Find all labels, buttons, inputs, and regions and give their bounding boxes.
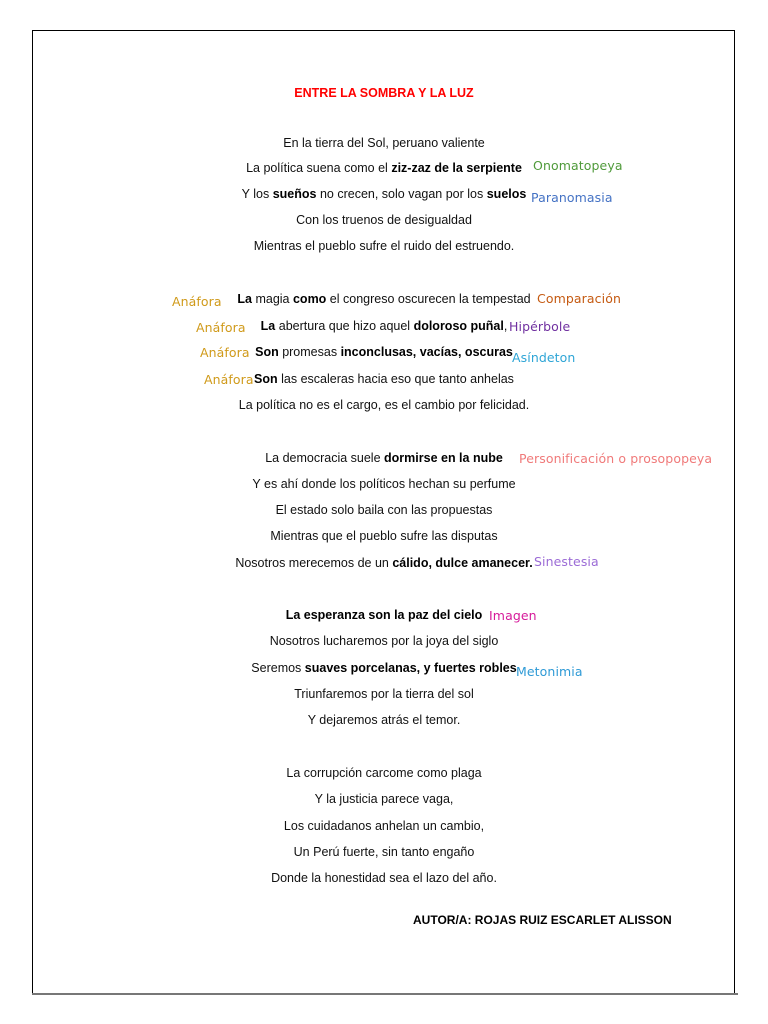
poem-line: [242, 187, 527, 202]
line-text: Y dejaremos atrás el temor.: [307, 713, 461, 727]
annotation-label: Onomatopeya: [533, 158, 623, 173]
figure-highlight: doloroso puñal: [413, 319, 504, 333]
line-text: Mientras el pueblo sufre el ruido del estruendo.: [253, 239, 515, 253]
line-text: magia: [251, 292, 293, 306]
poem-line: [294, 845, 475, 860]
annotation-label: Anáfora: [196, 320, 246, 335]
line-text: promesas: [278, 345, 341, 359]
figure-highlight: dormirse en la nube: [384, 451, 503, 465]
annotation-label: Personificación o prosopopeya: [519, 451, 713, 466]
figure-highlight: sueños: [272, 187, 317, 201]
annotation-label: Comparación: [537, 291, 621, 306]
figure-highlight: inconclusas, vacías, oscuras: [340, 345, 513, 359]
poem-line: [265, 451, 503, 466]
poem-line: [283, 136, 485, 151]
annotation-label: Sinestesia: [534, 554, 599, 569]
figure-highlight: como: [292, 292, 327, 306]
line-text: Seremos: [251, 661, 305, 675]
line-text: Donde la honestidad sea el lazo del año.: [271, 871, 497, 885]
line-text: Nosotros lucharemos por la joya del siglo: [269, 634, 499, 648]
poem-line: [284, 819, 484, 834]
figure-highlight: suelos: [486, 187, 527, 201]
line-text: La corrupción carcome como plaga: [286, 766, 482, 780]
poem-line: [270, 529, 497, 544]
line-text: Nosotros merecemos de un: [235, 556, 393, 570]
line-text: ,: [503, 319, 508, 333]
page-bottom-rule: [32, 993, 738, 995]
line-text: La política no es el cargo, es el cambio por felicidad.: [238, 398, 530, 412]
figure-highlight: ziz-zaz de la serpiente: [391, 161, 522, 175]
line-text: Y es ahí donde los políticos hechan su perfume: [252, 477, 516, 491]
annotation-label: Paranomasia: [531, 190, 613, 205]
line-text: no crecen, solo vagan por los: [316, 187, 487, 201]
poem-line: [271, 871, 497, 886]
annotation-label: Anáfora: [204, 372, 254, 387]
line-text: Y la justicia parece vaga,: [314, 792, 454, 806]
poem-line: [294, 687, 473, 702]
author-credit: AUTOR/A: ROJAS RUIZ ESCARLET ALISSON: [413, 913, 672, 927]
poem-line: [308, 713, 461, 728]
figure-highlight: La esperanza son la paz del cielo: [285, 608, 483, 622]
poem-line: [286, 608, 483, 623]
poem-line: [286, 766, 481, 781]
poem-line: [296, 213, 472, 228]
line-text: Un Perú fuerte, sin tanto engaño: [293, 845, 475, 859]
poem-line: [270, 634, 499, 649]
line-text: Triunfaremos por la tierra del sol: [294, 687, 474, 701]
figure-highlight: suaves porcelanas, y fuertes robles: [304, 661, 517, 675]
figure-highlight: La: [260, 319, 276, 333]
poem-line: [276, 503, 493, 518]
poem-line: [254, 239, 515, 254]
poem-line: [239, 398, 529, 413]
annotation-label: Asíndeton: [512, 350, 576, 365]
poem-line: [252, 477, 515, 492]
line-text: el congreso oscurecen la tempestad: [326, 292, 531, 306]
figure-highlight: Son: [254, 372, 278, 386]
line-text: El estado solo baila con las propuestas: [275, 503, 493, 517]
annotation-label: Hipérbole: [509, 319, 571, 334]
annotation-label: Imagen: [489, 608, 537, 623]
annotation-label: Anáfora: [200, 345, 250, 360]
poem-line: [261, 319, 508, 334]
poem-line: [255, 345, 513, 360]
poem-line: [251, 661, 516, 676]
poem-line: [254, 372, 514, 387]
poem-line: [235, 556, 532, 571]
poem-line: [237, 292, 530, 307]
line-text: abertura que hizo aquel: [275, 319, 414, 333]
line-text: las escaleras hacia eso que tanto anhelas: [277, 372, 514, 386]
line-text: La democracia suele: [265, 451, 385, 465]
poem-line: [246, 161, 522, 176]
line-text: Con los truenos de desigualdad: [296, 213, 472, 227]
figure-highlight: Son: [255, 345, 279, 359]
figure-highlight: La: [237, 292, 252, 306]
line-text: Mientras que el pueblo sufre las disputas: [270, 529, 498, 543]
poem-title: ENTRE LA SOMBRA Y LA LUZ: [294, 86, 474, 100]
line-text: La política suena como el: [246, 161, 392, 175]
annotation-label: Anáfora: [172, 294, 222, 309]
annotation-label: Metonimia: [516, 664, 583, 679]
line-text: Y los: [241, 187, 273, 201]
figure-highlight: cálido, dulce amanecer.: [392, 556, 533, 570]
line-text: En la tierra del Sol, peruano valiente: [283, 136, 485, 150]
line-text: Los cuidadanos anhelan un cambio,: [283, 819, 485, 833]
poem-line: [315, 792, 454, 807]
